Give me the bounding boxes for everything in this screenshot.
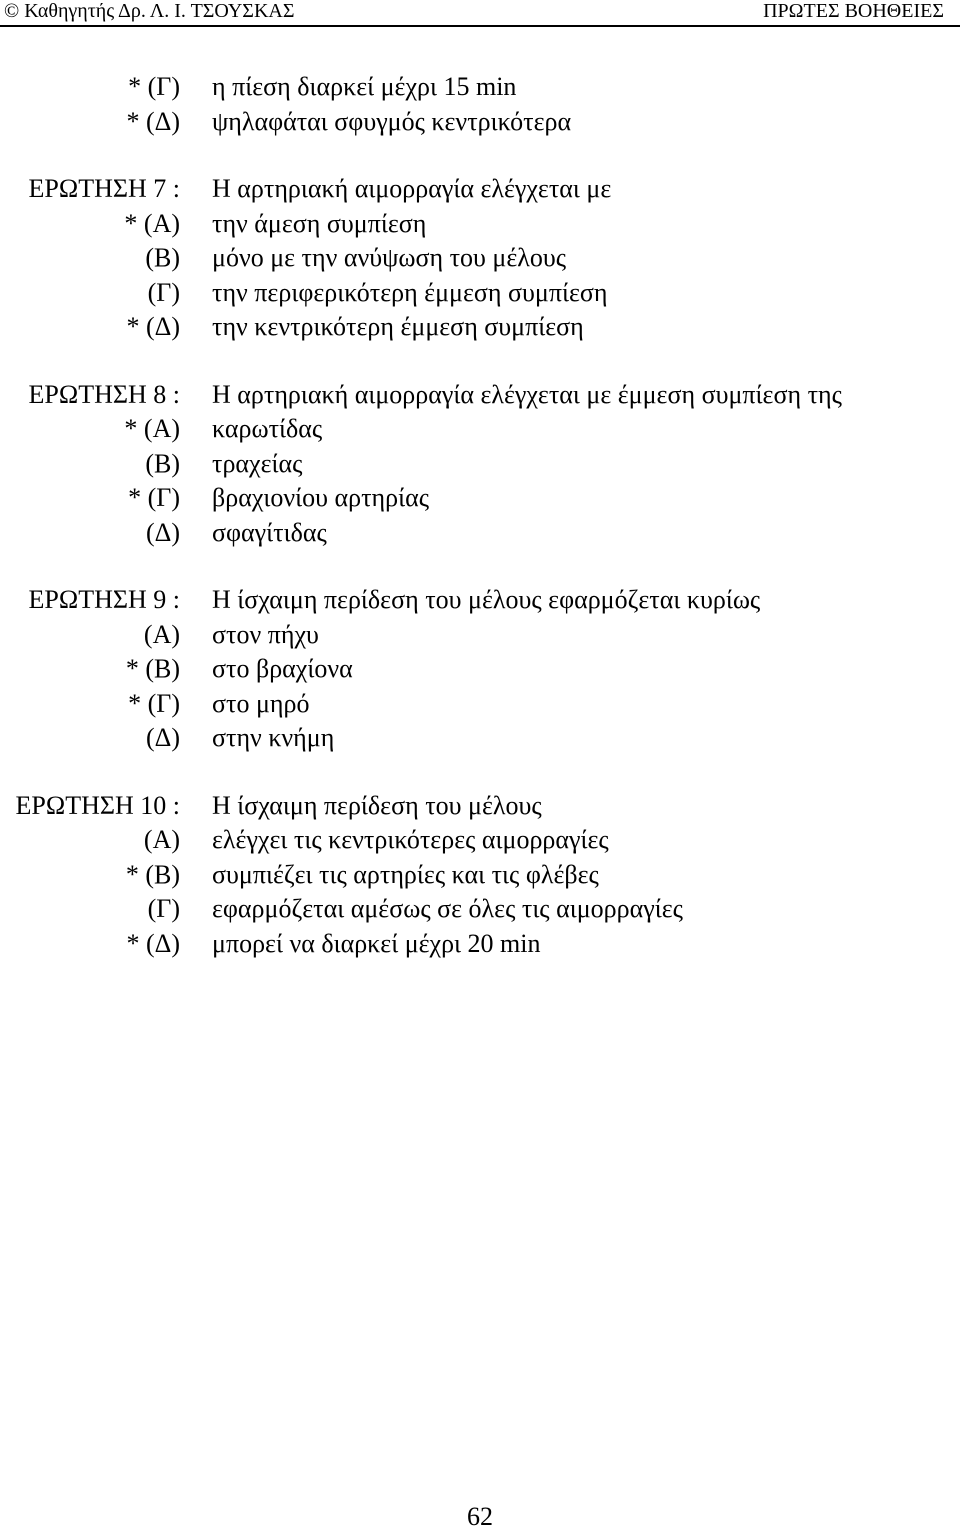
option-label: * (Β) [125, 654, 180, 683]
intro-block [0, 70, 960, 139]
answer-row [0, 516, 960, 551]
option-label: (Β) [145, 448, 180, 478]
header-title: ΠΡΩΤΕΣ ΒΟΗΘΕΙΕΣ [763, 0, 944, 22]
option-label: * (Β) [125, 859, 180, 889]
option-label: * (Α) [124, 208, 180, 238]
option-text: μόνο με την ανύψωση του μέλους [212, 243, 567, 272]
option-text: ελέγχει τις κεντρικότερες αιμορραγίες [212, 825, 609, 854]
answer-row [0, 207, 960, 242]
question-stem: Η αρτηριακή αιμορραγία ελέγχεται με [212, 174, 612, 203]
spacer [0, 345, 960, 378]
header-author: © Καθηγητής Δρ. Λ. Ι. ΤΣΟΥΣΚΑΣ [4, 0, 295, 22]
question-label: ΕΡΩΤΗΣΗ 7 : [28, 174, 180, 203]
answer-row [0, 892, 960, 927]
question-10 [0, 789, 960, 962]
answer-row [0, 447, 960, 482]
answer-row [0, 927, 960, 962]
option-label: (Α) [143, 825, 180, 854]
option-text: ψηλαφάται σφυγμός κεντρικότερα [212, 106, 572, 136]
question-row [0, 172, 960, 207]
option-text: την περιφερικότερη έμμεση συμπίεση [212, 277, 608, 307]
spacer [0, 550, 960, 583]
option-text: μπορεί να διαρκεί μέχρι 20 min [212, 928, 541, 958]
question-8 [0, 378, 960, 551]
option-label: (Δ) [145, 517, 180, 547]
answer-row [0, 652, 960, 687]
option-text: τραχείας [212, 448, 303, 478]
option-text: συμπιέζει τις αρτηρίες και τις φλέβες [212, 859, 599, 889]
option-label: (Γ) [147, 277, 180, 307]
option-label: * (Α) [124, 414, 180, 443]
option-text: καρωτίδας [212, 414, 323, 443]
spacer [0, 139, 960, 172]
option-text: εφαρμόζεται αμέσως σε όλες τις αιμορραγίες [212, 894, 683, 923]
page-number: 62 [467, 1502, 493, 1531]
option-label: * (Γ) [128, 688, 180, 718]
option-label: * (Δ) [126, 928, 180, 958]
question-label: ΕΡΩΤΗΣΗ 9 : [28, 585, 180, 614]
option-text: σφαγίτιδας [212, 517, 327, 547]
option-label: (Α) [143, 619, 180, 649]
option-label: * (Δ) [126, 312, 180, 341]
option-text: η πίεση διαρκεί μέχρι 15 min [212, 72, 517, 101]
question-7 [0, 172, 960, 345]
option-label: (Δ) [145, 723, 180, 752]
question-stem: Η ίσχαιμη περίδεση του μέλους [212, 790, 542, 820]
page-header [0, 0, 960, 27]
option-label: * (Γ) [128, 483, 180, 512]
option-label: (Γ) [147, 894, 180, 923]
answer-row [0, 823, 960, 858]
question-label: ΕΡΩΤΗΣΗ 8 : [28, 379, 180, 409]
answer-row [0, 618, 960, 653]
option-text: την κεντρικότερη έμμεση συμπίεση [212, 312, 584, 341]
question-9 [0, 583, 960, 756]
option-text: στο μηρό [212, 688, 310, 718]
answer-row [0, 412, 960, 447]
page-content [0, 70, 960, 961]
answer-row [0, 310, 960, 345]
answer-row [0, 70, 960, 105]
option-text: στον πήχυ [212, 619, 319, 649]
option-label: * (Δ) [126, 106, 180, 136]
answer-row [0, 721, 960, 756]
answer-row [0, 105, 960, 140]
option-text: στο βραχίονα [212, 654, 353, 683]
answer-row [0, 481, 960, 516]
question-label: ΕΡΩΤΗΣΗ 10 : [15, 790, 180, 820]
question-stem: Η αρτηριακή αιμορραγία ελέγχεται με έμμεση συμπίεση της [212, 379, 842, 409]
option-text: βραχιονίου αρτηρίας [212, 483, 430, 512]
answer-row [0, 241, 960, 276]
option-text: την άμεση συμπίεση [212, 208, 427, 238]
question-row [0, 378, 960, 413]
answer-row [0, 858, 960, 893]
spacer [0, 756, 960, 789]
answer-row [0, 276, 960, 311]
option-text: στην κνήμη [212, 723, 335, 752]
answer-row [0, 687, 960, 722]
question-row [0, 583, 960, 618]
question-stem: Η ίσχαιμη περίδεση του μέλους εφαρμόζεται κυρίως [212, 585, 761, 614]
option-label: (Β) [145, 243, 180, 272]
option-label: * (Γ) [128, 72, 180, 101]
question-row [0, 789, 960, 824]
